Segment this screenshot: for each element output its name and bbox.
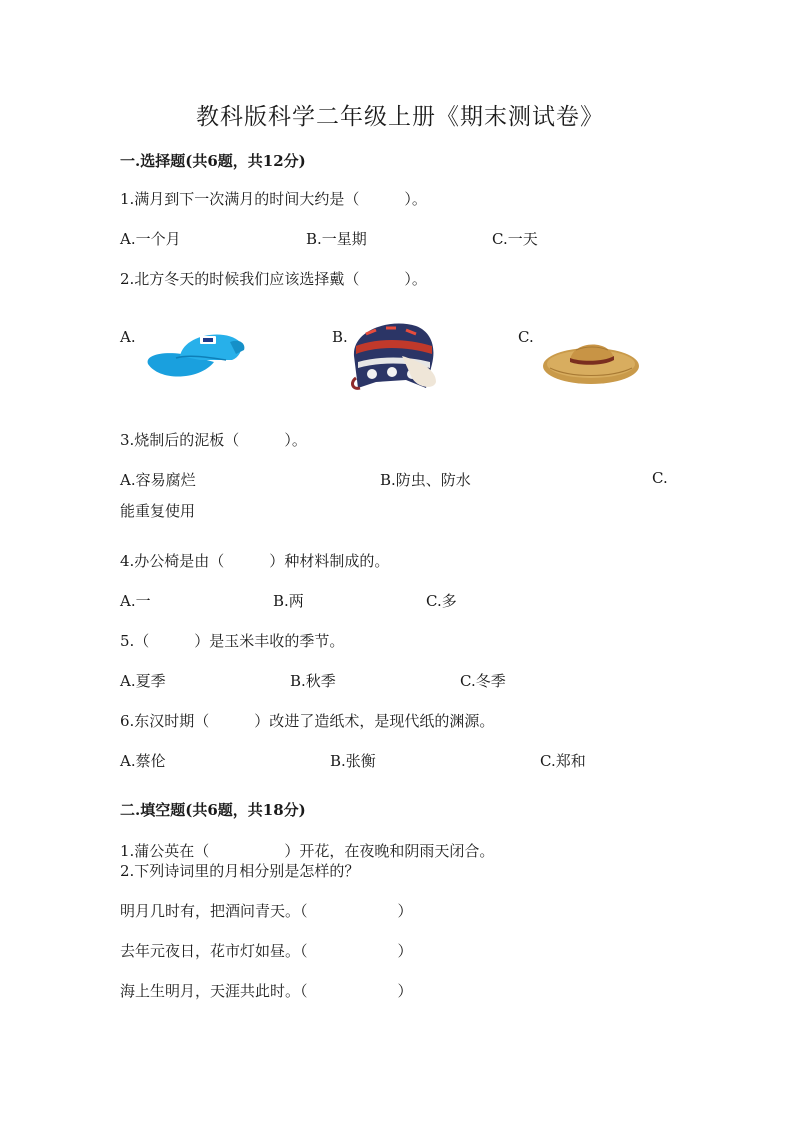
section-heading-fill: 二.填空题(共6题，共18分) xyxy=(120,801,306,819)
straw-hat-image xyxy=(540,328,642,392)
q2-option-b: B. xyxy=(332,328,348,346)
knitted-hat-image xyxy=(346,316,438,392)
poem-line-2: 去年元夜日，花市灯如昼。（ ） xyxy=(120,942,413,960)
question-1: 1.满月到下一次满月的时间大约是（ ）。 xyxy=(120,190,427,208)
q1-option-c: C.一天 xyxy=(492,230,538,248)
q4-option-b: B.两 xyxy=(273,592,304,610)
q1-option-a: A.一个月 xyxy=(120,230,181,248)
visor-cap-image xyxy=(140,320,248,384)
q3-option-a: A.容易腐烂 xyxy=(120,471,196,489)
q6-option-b: B.张衡 xyxy=(330,752,376,770)
q1-option-b: B.一星期 xyxy=(306,230,367,248)
poem-line-3: 海上生明月，天涯共此时。（ ） xyxy=(120,982,413,1000)
question-3: 3.烧制后的泥板（ ）。 xyxy=(120,431,307,449)
question-2: 2.北方冬天的时候我们应该选择戴（ ）。 xyxy=(120,270,427,288)
q5-option-c: C.冬季 xyxy=(460,672,506,690)
question-6: 6.东汉时期（ ）改进了造纸术，是现代纸的渊源。 xyxy=(120,712,495,730)
question-4: 4.办公椅是由（ ）种材料制成的。 xyxy=(120,552,390,570)
q3-option-c-text: 能重复使用 xyxy=(120,502,196,520)
q3-option-c: C. xyxy=(652,469,668,487)
section-heading-choice: 一.选择题(共6题，共12分) xyxy=(120,152,306,170)
page-title: 教科版科学二年级上册《期末测试卷》 xyxy=(196,104,604,130)
q6-option-c: C.郑和 xyxy=(540,752,586,770)
q6-option-a: A.蔡伦 xyxy=(120,752,166,770)
poem-line-1: 明月几时有，把酒问青天。（ ） xyxy=(120,902,413,920)
fill-question-1: 1.蒲公英在（ ）开花，在夜晚和阴雨天闭合。 xyxy=(120,842,495,860)
question-5: 5.（ ）是玉米丰收的季节。 xyxy=(120,632,345,650)
fill-question-2: 2.下列诗词里的月相分别是怎样的？ xyxy=(120,862,360,880)
q5-option-b: B.秋季 xyxy=(290,672,336,690)
q3-option-b: B.防虫、防水 xyxy=(380,471,471,489)
q2-option-a: A. xyxy=(120,328,136,346)
q4-option-a: A.一 xyxy=(120,592,151,610)
q5-option-a: A.夏季 xyxy=(120,672,166,690)
q2-option-c: C. xyxy=(518,328,534,346)
q4-option-c: C.多 xyxy=(426,592,457,610)
